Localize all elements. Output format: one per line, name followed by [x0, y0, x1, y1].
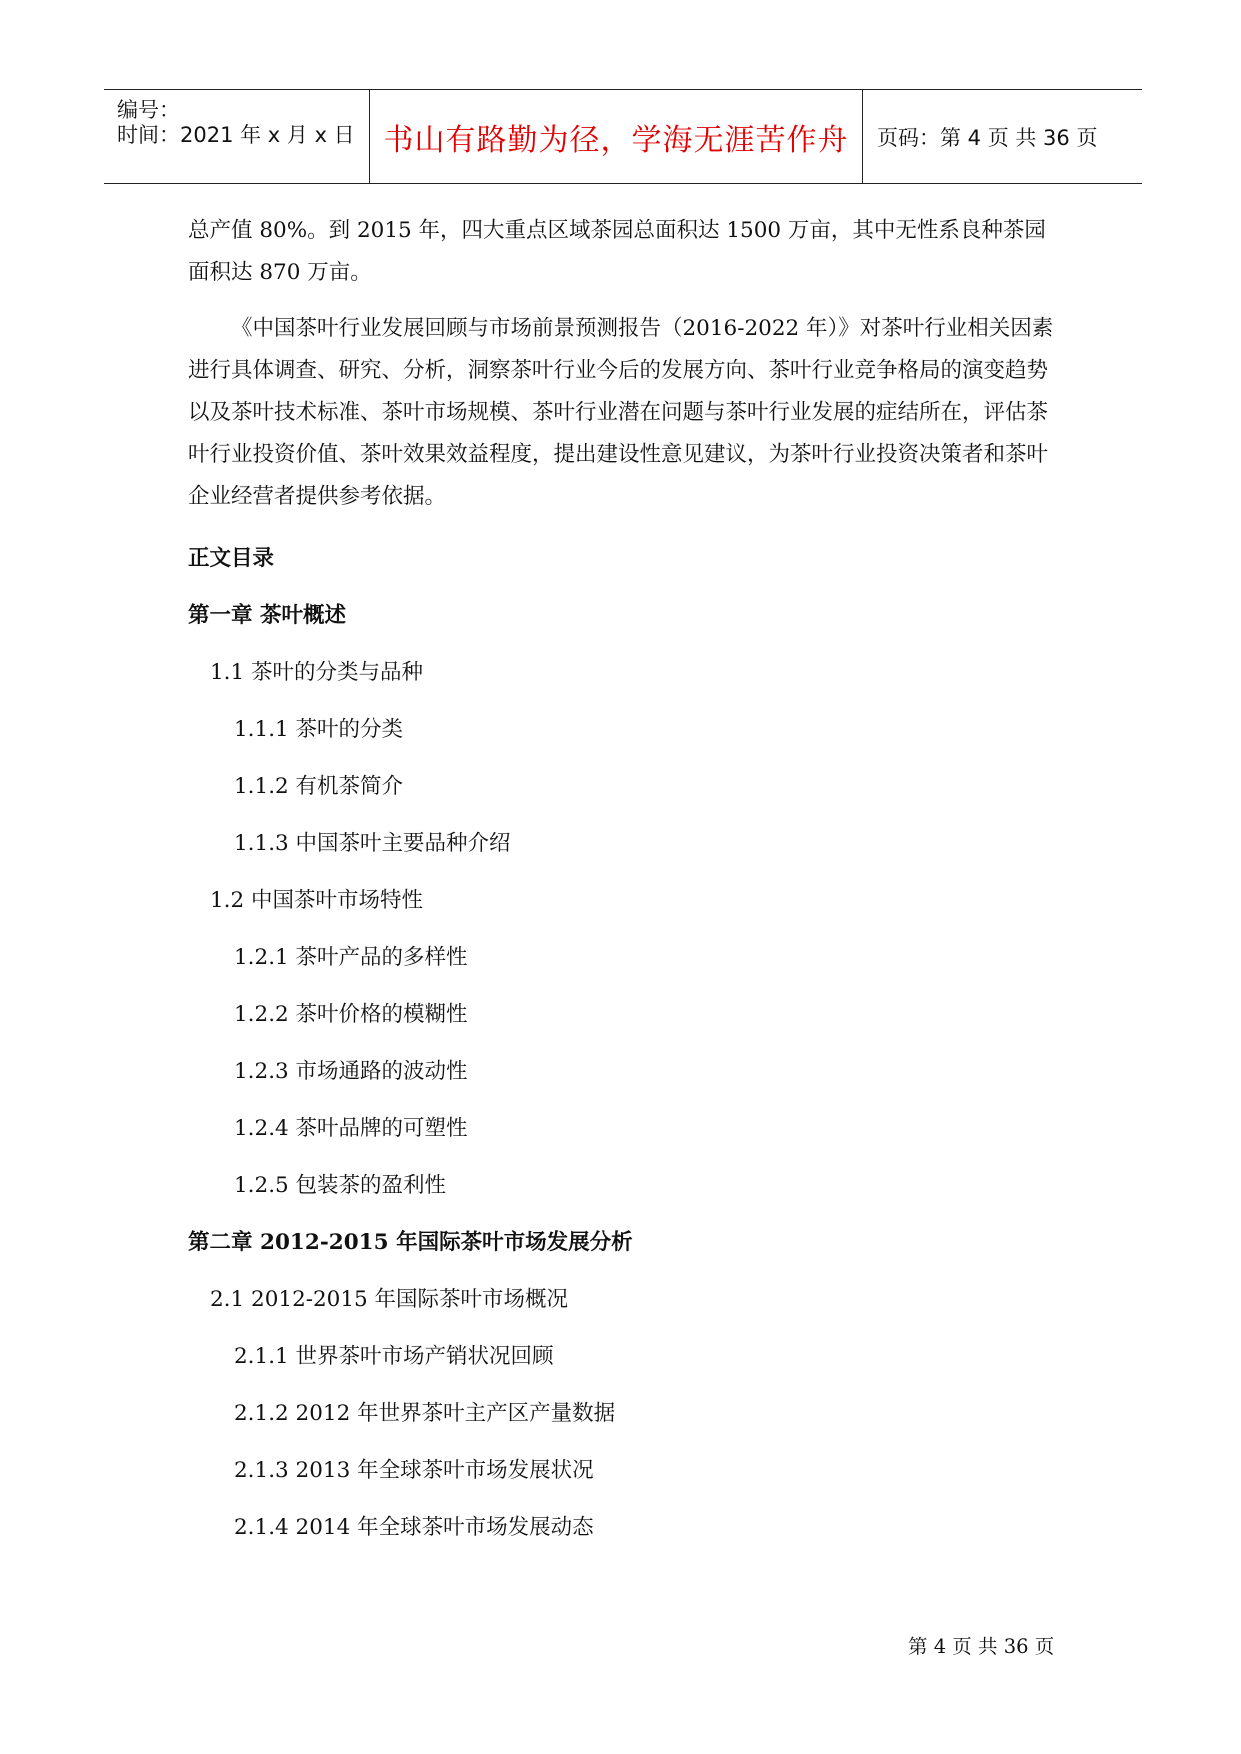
page-footer: 第 4 页 共 36 页 [908, 1635, 1055, 1658]
paragraph-continued: 总产值 80%。到 2015 年，四大重点区域茶园总面积达 1500 万亩，其中无性系良种茶园面积达 870 万亩。 [188, 218, 1046, 285]
header-page-code: 页码：第 4 页 共 36 页 [877, 125, 1098, 150]
document-number-label: 编号： [117, 98, 180, 122]
toc-item: 1.1.3 中国茶叶主要品种介绍 [234, 831, 511, 856]
toc-item: 1.1.2 有机茶简介 [234, 774, 404, 799]
motto-text: 书山有路勤为径，学海无涯苦作舟 [383, 122, 849, 158]
paragraph-report-intro: 《中国茶叶行业发展回顾与市场前景预测报告（2016-2022 年）》对茶叶行业相关因素进行具体调查、研究、分析，洞察茶叶行业今后的发展方向、茶叶行业竞争格局的演变趋势以及茶叶技术标准、茶叶市场规模、茶叶行业潜在问题与茶叶行业发展的症结所在，评估茶叶行业投资价值、茶叶效果效益程度，提出建设性意见建议，为茶叶行业投资决策者和茶叶企业经营者提供参考依据。 [188, 316, 1054, 509]
toc-chapter: 第二章 2012-2015 年国际茶叶市场发展分析 [188, 1230, 633, 1255]
toc-list [188, 530, 1058, 1556]
toc-item: 1.2.1 茶叶产品的多样性 [234, 945, 468, 970]
header-left-cell [104, 90, 370, 183]
header-page-cell [863, 90, 1142, 183]
document-body [188, 210, 1058, 1556]
header-motto-cell [370, 90, 863, 183]
page-header [104, 89, 1142, 184]
toc-item: 1.1.1 茶叶的分类 [234, 717, 404, 742]
toc-item: 1.2 中国茶叶市场特性 [210, 888, 424, 913]
toc-item: 1.1 茶叶的分类与品种 [210, 660, 424, 685]
table-of-contents [188, 530, 1058, 1556]
toc-item: 1.2.2 茶叶价格的模糊性 [234, 1002, 468, 1027]
toc-chapter: 第一章 茶叶概述 [188, 603, 346, 628]
toc-item: 2.1 2012-2015 年国际茶叶市场概况 [210, 1287, 569, 1312]
toc-item: 2.1.3 2013 年全球茶叶市场发展状况 [234, 1458, 594, 1483]
toc-item: 1.2.4 茶叶品牌的可塑性 [234, 1116, 468, 1141]
document-time-label: 时间：2021 年 x 月 x 日 [117, 123, 355, 147]
toc-item: 1.2.3 市场通路的波动性 [234, 1059, 468, 1084]
toc-item: 2.1.1 世界茶叶市场产销状况回顾 [234, 1344, 554, 1369]
toc-item: 2.1.4 2014 年全球茶叶市场发展动态 [234, 1515, 594, 1540]
toc-heading: 正文目录 [188, 546, 275, 571]
toc-item: 1.2.5 包装茶的盈利性 [234, 1173, 447, 1198]
toc-item: 2.1.2 2012 年世界茶叶主产区产量数据 [234, 1401, 616, 1426]
